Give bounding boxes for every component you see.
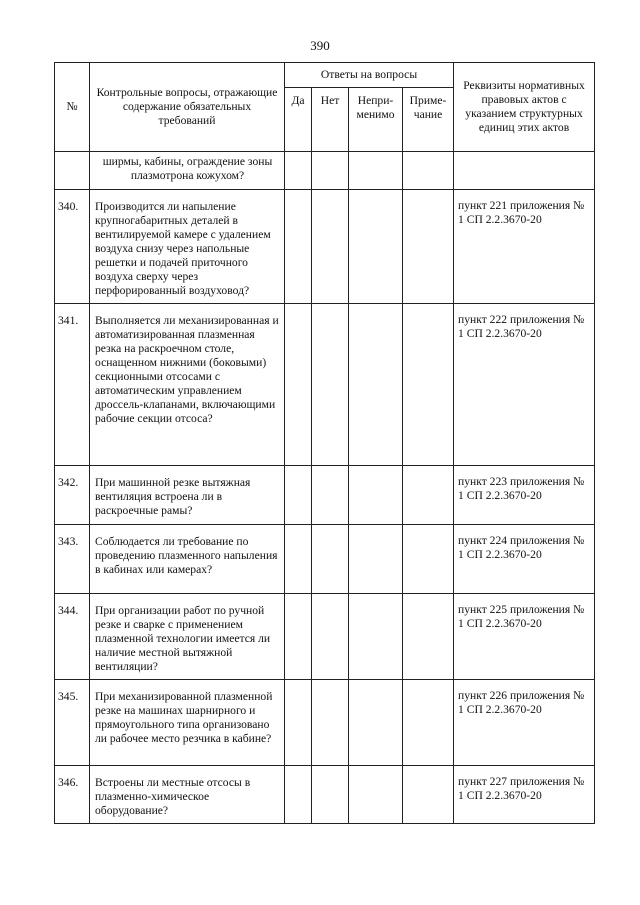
cell-not-applicable[interactable] (349, 594, 403, 680)
cell-requisites: пункт 222 приложения № 1 СП 2.2.3670-20 (454, 304, 595, 466)
cell-no[interactable] (312, 304, 349, 466)
cell-yes[interactable] (285, 594, 312, 680)
cell-question: При машинной резке вытяжная вентиляция встроена ли в раскроечные рамы? (90, 466, 285, 525)
cell-no[interactable] (312, 680, 349, 766)
cell-question: Соблюдается ли требование по проведению плазменного напыления в кабинах или камерах? (90, 525, 285, 594)
cell-not-applicable[interactable] (349, 304, 403, 466)
cell-note[interactable] (403, 466, 454, 525)
header-row-1 (55, 63, 595, 88)
cell-requisites (454, 152, 595, 190)
cell-yes[interactable] (285, 466, 312, 525)
cell-not-applicable[interactable] (349, 190, 403, 304)
header-number: № (55, 63, 90, 152)
page-number: 390 (310, 38, 330, 53)
table-row-continuation (55, 152, 595, 190)
cell-not-applicable[interactable] (349, 525, 403, 594)
cell-note[interactable] (403, 190, 454, 304)
cell-number: 345. (55, 680, 90, 766)
cell-question: Выполняется ли механизированная и автоматизированная плазменная резка на раскроечном столе, оснащенном нижними (боковыми) секционными отсосами с автоматическим управлением дроссель-клапанами, включающими рабочие секции отсоса? (90, 304, 285, 466)
header-requisites: Реквизиты нормативных правовых актов с указанием структурных единиц этих актов (454, 63, 595, 152)
cell-yes[interactable] (285, 190, 312, 304)
header-not-applicable: Непри-менимо (349, 88, 403, 152)
cell-note[interactable] (403, 766, 454, 824)
cell-number: 341. (55, 304, 90, 466)
cell-number: 343. (55, 525, 90, 594)
table-row (55, 525, 595, 594)
cell-question: При организации работ по ручной резке и сварке с применением плазменной технологии имеется ли наличие местной вытяжной вентиляции? (90, 594, 285, 680)
cell-note[interactable] (403, 525, 454, 594)
cell-requisites: пункт 221 приложения № 1 СП 2.2.3670-20 (454, 190, 595, 304)
cell-no[interactable] (312, 152, 349, 190)
cell-yes[interactable] (285, 152, 312, 190)
cell-yes[interactable] (285, 525, 312, 594)
cell-requisites: пункт 225 приложения № 1 СП 2.2.3670-20 (454, 594, 595, 680)
cell-yes[interactable] (285, 304, 312, 466)
cell-no[interactable] (312, 190, 349, 304)
cell-note[interactable] (403, 152, 454, 190)
cell-not-applicable[interactable] (349, 152, 403, 190)
table-row (55, 594, 595, 680)
cell-requisites: пункт 227 приложения № 1 СП 2.2.3670-20 (454, 766, 595, 824)
checklist-table (54, 62, 595, 824)
cell-not-applicable[interactable] (349, 766, 403, 824)
cell-no[interactable] (312, 525, 349, 594)
table-row (55, 190, 595, 304)
table-row (55, 304, 595, 466)
cell-number (55, 152, 90, 190)
cell-not-applicable[interactable] (349, 680, 403, 766)
cell-number: 346. (55, 766, 90, 824)
header-question: Контрольные вопросы, отражающие содержание обязательных требований (90, 63, 285, 152)
table-row (55, 466, 595, 525)
cell-note[interactable] (403, 680, 454, 766)
cell-yes[interactable] (285, 766, 312, 824)
cell-no[interactable] (312, 466, 349, 525)
cell-question: Встроены ли местные отсосы в плазменно-химическое оборудование? (90, 766, 285, 824)
table-row (55, 680, 595, 766)
table-row (55, 766, 595, 824)
cell-requisites: пункт 224 приложения № 1 СП 2.2.3670-20 (454, 525, 595, 594)
cell-not-applicable[interactable] (349, 466, 403, 525)
cell-no[interactable] (312, 594, 349, 680)
cell-question: При механизированной плазменной резке на машинах шарнирного и прямоугольного типа организовано ли рабочее место резчика в кабине? (90, 680, 285, 766)
header-no: Нет (312, 88, 349, 152)
cell-note[interactable] (403, 304, 454, 466)
header-yes: Да (285, 88, 312, 152)
cell-question: Производится ли напыление крупногабаритных деталей в вентилируемой камере с удалением воздуха снизу через напольные решетки и подачей приточного воздуха сверху через перфорированный воздуховод? (90, 190, 285, 304)
cell-yes[interactable] (285, 680, 312, 766)
cell-number: 342. (55, 466, 90, 525)
cell-requisites: пункт 226 приложения № 1 СП 2.2.3670-20 (454, 680, 595, 766)
cell-question: ширмы, кабины, ограждение зоны плазмотрона кожухом? (90, 152, 285, 190)
header-answers: Ответы на вопросы (285, 63, 454, 88)
header-note: Приме-чание (403, 88, 454, 152)
cell-no[interactable] (312, 766, 349, 824)
cell-requisites: пункт 223 приложения № 1 СП 2.2.3670-20 (454, 466, 595, 525)
cell-number: 344. (55, 594, 90, 680)
cell-number: 340. (55, 190, 90, 304)
cell-note[interactable] (403, 594, 454, 680)
